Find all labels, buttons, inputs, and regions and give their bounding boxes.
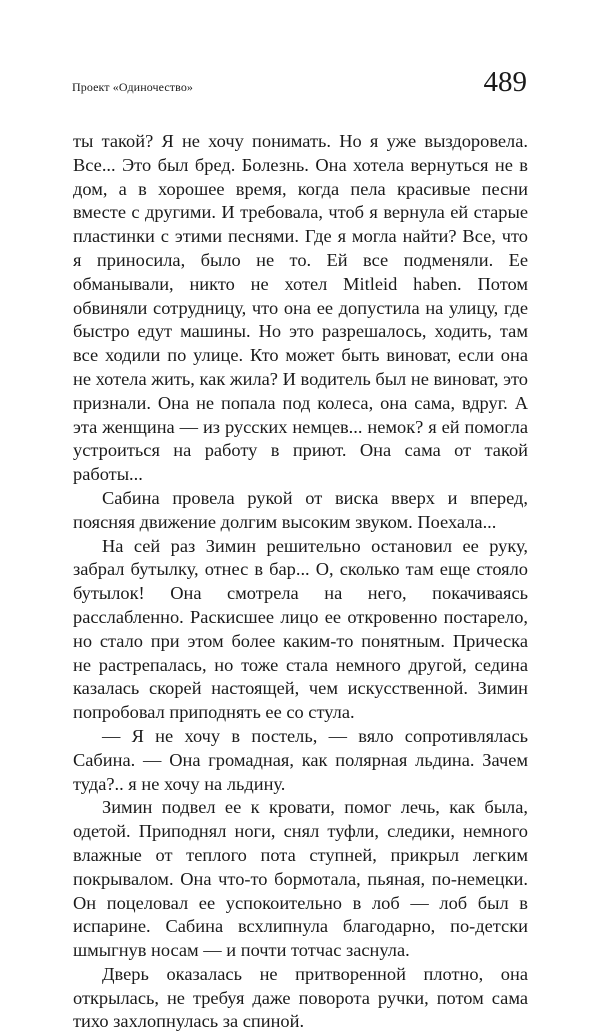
paragraph: На сей раз Зимин решительно остановил ее руку, забрал бутылку, отнес в бар... О, сколько там еще стояло бутылок! Она смотрела на него, покачиваясь расслабленно. Раскисшее лицо ее откровенно постарело, но стало при этом более каким-то понятным. Прическа не растрепалась, но тоже стала немного другой, седина казалась скорей настоящей, чем искусственной. Зимин попробовал приподнять ее со стула. [73,535,528,723]
paragraph: ты такой? Я не хочу понимать. Но я уже выздоровела. Все... Это был бред. Болезнь. Она хотела вернуться не в дом, а в хорошее время, когда пела красивые песни вместе с другими. И требовала, чтоб я вернула ей старые пластинки с этими песнями. Где я могла найти? Все, что я приносила, было не то. Ей все подменяли. Ее обманывали, никто не хотел Mitleid haben. Потом обвиняли сотрудницу, что она ее допустила на улицу, где быстро едут машины. Но это разрешалось, ходить, там все ходили по улице. Кто может быть виноват, если она не хотела жить, как жила? И водитель был не виноват, это признали. Она не попала под колеса, она сама, вдруг. А эта женщина — из русских немцев... немок? я ей помогла устроиться на работу в приют. Она сама от такой работы... [73,131,528,485]
page-number: 489 [483,66,527,98]
paragraph: Сабина провела рукой от виска вверх и вперед, поясняя движение долгим высоким звуком. Поехала... [73,487,528,532]
paragraph: Дверь оказалась не притворенной плотно, она открылась, не требуя даже поворота ручки, потом сама тихо захлопнулась за спиной. [73,963,528,1032]
body-text [73,130,528,1034]
running-title: Проект «Одиночество» [72,80,194,94]
paragraph: Зимин подвел ее к кровати, помог лечь, как была, одетой. Приподнял ноги, снял туфли, следики, немного влажные от теплого пота ступней, прикрыл легким покрывалом. Она что-то бормотала, пьяная, по-немецки. Он поцеловал ее успокоительно в лоб — лоб был в испарине. Сабина всхлипнула благодарно, по-детски шмыгнув носам — и почти тотчас заснула. [73,797,528,961]
paragraph: — Я не хочу в постель, — вяло сопротивлялась Сабина. — Она громадная, как полярная льдина. Зачем туда?.. я не хочу на льдину. [73,725,528,794]
